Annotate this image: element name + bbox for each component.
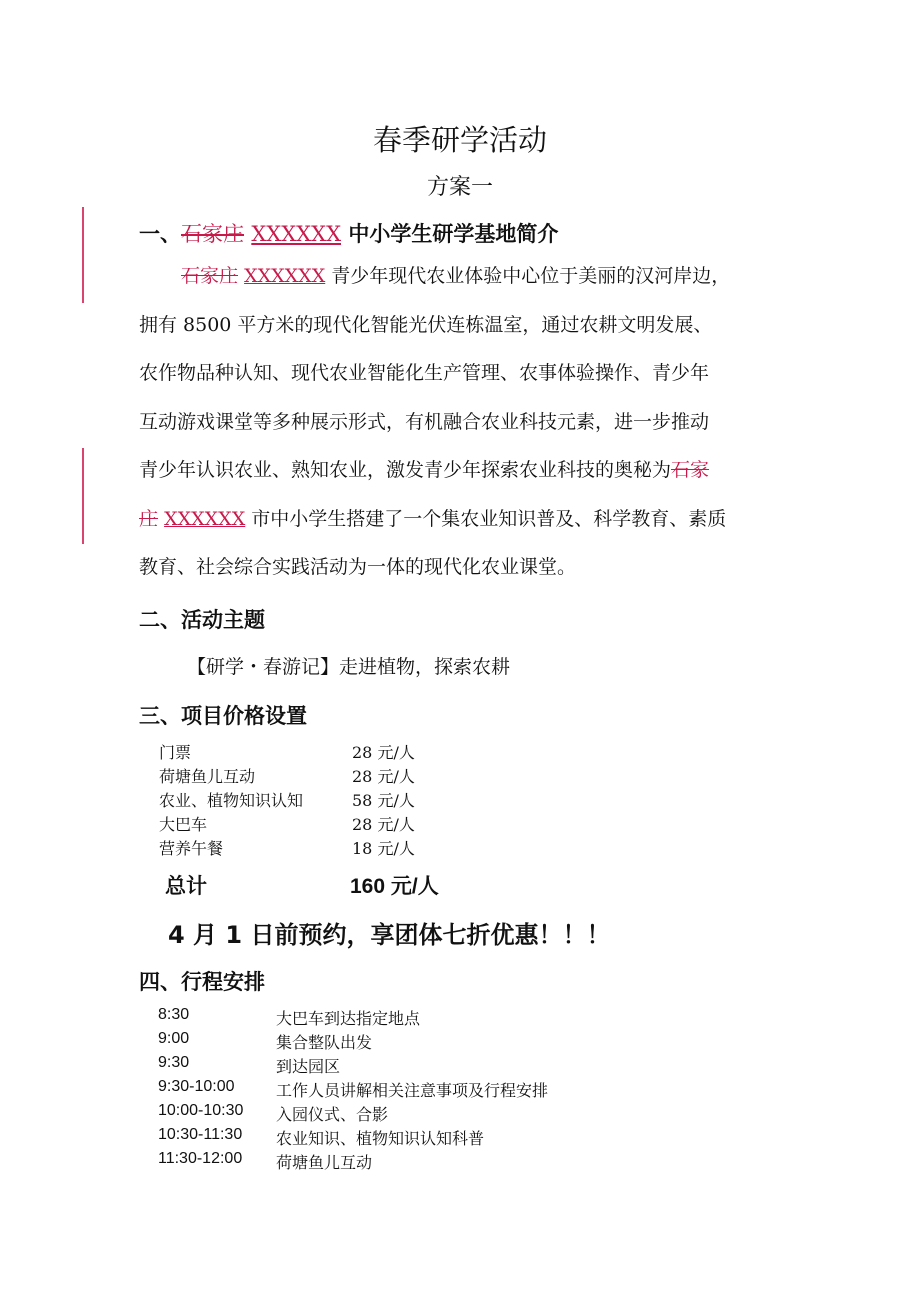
schedule-activity: 到达园区	[276, 1057, 341, 1076]
schedule-activity: 入园仪式、合影	[276, 1105, 389, 1124]
price-item-value: 28 元/人	[352, 743, 415, 762]
section1-heading	[139, 218, 558, 248]
paragraph-line	[139, 446, 784, 495]
schedule-time: 10:30-11:30	[158, 1126, 243, 1143]
schedule-activity: 大巴车到达指定地点	[276, 1009, 421, 1028]
activity-theme: 【研学・春游记】走进植物，探索农耕	[187, 656, 511, 678]
schedule-activity: 农业知识、植物知识认知科普	[276, 1129, 485, 1148]
paragraph-text: 青少年现代农业体验中心位于美丽的汉河岸边，	[331, 265, 731, 287]
inserted-text: XXXXXX	[251, 222, 342, 246]
price-item-value: 58 元/人	[352, 791, 415, 810]
paragraph-line: 教育、社会综合实践活动为一体的现代化农业课堂。	[139, 556, 577, 578]
paragraph-text: 青少年认识农业、熟知农业，激发青少年探索农业科技的奥秘为	[139, 459, 672, 481]
inserted-text: XXXXXX	[164, 507, 246, 530]
price-item-value: 18 元/人	[352, 839, 415, 858]
deleted-text: 石家	[671, 459, 710, 481]
section4-heading: 四、行程安排	[139, 970, 265, 994]
price-item-name: 农业、植物知识认知	[159, 791, 304, 810]
price-item-value: 28 元/人	[352, 815, 415, 834]
paragraph-line: 农作物品种认知、现代农业智能化生产管理、农事体验操作、青少年	[139, 362, 710, 384]
price-item-value: 28 元/人	[352, 767, 415, 786]
schedule-time: 10:00-10:30	[158, 1102, 244, 1119]
deleted-text: 庄	[139, 507, 159, 530]
paragraph-text: 市中小学生搭建了一个集农业知识普及、科学教育、素质	[251, 507, 727, 530]
document-subtitle: 方案一	[426, 175, 493, 200]
price-item-name: 大巴车	[159, 815, 208, 834]
section1-number: 一、	[139, 222, 181, 246]
schedule-activity: 工作人员讲解相关注意事项及行程安排	[276, 1081, 549, 1100]
schedule-time: 9:30-10:00	[158, 1078, 235, 1095]
promo-banner: 4 月 1 日前预约，享团体七折优惠！！！	[168, 921, 611, 949]
schedule-time: 11:30-12:00	[158, 1150, 243, 1167]
deleted-text: 石家庄	[181, 222, 244, 246]
schedule-activity: 集合整队出发	[276, 1033, 373, 1052]
price-item-name: 荷塘鱼儿互动	[159, 767, 256, 786]
schedule-time: 9:30	[158, 1054, 190, 1071]
section2-heading: 二、活动主题	[139, 608, 265, 632]
revision-bar	[82, 448, 84, 544]
section1-heading-text: 中小学生研学基地简介	[348, 222, 559, 246]
paragraph-line	[139, 252, 784, 301]
document-title: 春季研学活动	[372, 123, 547, 157]
schedule-activity: 荷塘鱼儿互动	[276, 1153, 373, 1172]
total-value: 160 元/人	[350, 875, 439, 898]
inserted-text: XXXXXX	[244, 265, 326, 287]
deleted-text: 石家庄	[181, 265, 239, 287]
schedule-time: 9:00	[158, 1030, 190, 1047]
schedule-time: 8:30	[158, 1006, 190, 1023]
total-label: 总计	[165, 875, 207, 898]
price-item-name: 门票	[159, 743, 192, 762]
paragraph-line: 互动游戏课堂等多种展示形式，有机融合农业科技元素，进一步推动	[139, 410, 710, 433]
price-item-name: 营养午餐	[159, 839, 224, 858]
revision-bar	[82, 207, 84, 303]
paragraph-line: 拥有 8500 平方米的现代化智能光伏连栋温室，通过农耕文明发展、	[139, 313, 713, 336]
section1-paragraph	[139, 252, 784, 592]
section3-heading: 三、项目价格设置	[139, 704, 307, 728]
paragraph-line	[139, 495, 784, 544]
